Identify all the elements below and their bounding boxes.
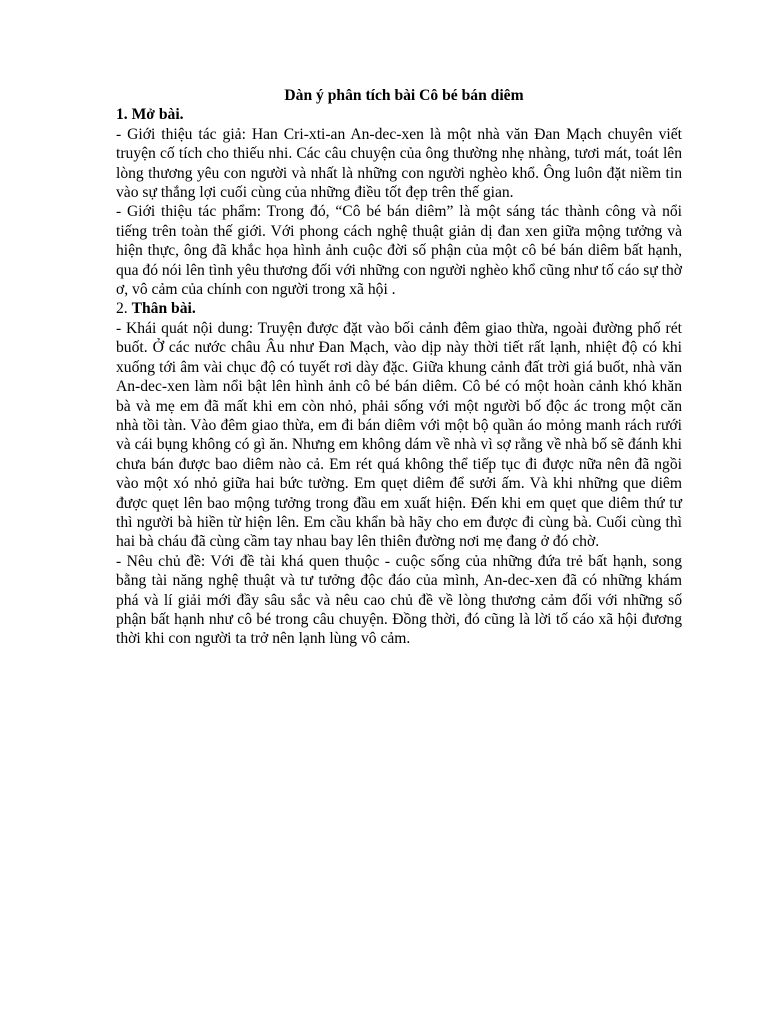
document-title: Dàn ý phân tích bài Cô bé bán diêm — [284, 87, 524, 104]
paragraph-content-summary: - Khái quát nội dung: Truyện được đặt vào bối cảnh đêm giao thừa, ngoài đường phố rét buốt. Ở các nước châu Âu như Đan Mạch, vào dịp này thời tiết rất lạnh, nhiệt độ có khi xuống tới âm vài chục độ có tuyết rơi dày đặc. Giữa khung cảnh đất trời giá buốt, nhà văn An-dec-xen làm nổi bật lên hình ảnh cô bé bán diêm. Cô bé có một hoàn cảnh khó khăn bà và mẹ em đã mất khi em còn nhỏ, phải sống với một người bố độc ác trong một căn nhà tồi tàn. Vào đêm giao thừa, em đi bán diêm với một bộ quần áo mỏng manh rách rưới và cái bụng không có gì ăn. Nhưng em không dám về nhà vì sợ rằng về nhà bố sẽ đánh khi chưa bán được bao diêm nào cả. Em rét quá không thể tiếp tục đi được nữa nên đã ngồi vào một xó nhỏ giữa hai bức tường. Em quẹt diêm để sưởi ấm. Và khi những que diêm được quẹt lên bao mộng tưởng trong đầu em xuất hiện. Đến khi em quẹt que diêm thứ tư thì người bà hiền từ hiện lên. Em cầu khẩn bà hãy cho em được đi cùng bà. Cuối cùng thì hai bà cháu đã cùng cầm tay nhau bay lên thiên đường nơi mẹ đang ở đó chờ. — [116, 319, 682, 551]
document-body — [116, 86, 682, 649]
section-heading-intro — [116, 105, 682, 124]
paragraph-theme: - Nêu chủ đề: Với đề tài khá quen thuộc - cuộc sống của những đứa trẻ bất hạnh, song bằng tài năng nghệ thuật và tư tưởng độc đáo của mình, An-dec-xen đã có những khám phá và lí giải mới đầy sâu sắc và nêu cao chủ đề về lòng thương cảm đối với những số phận bất hạnh như cô bé trong câu chuyện. Đồng thời, đó cũng là lời tố cáo xã hội đương thời khi con người ta trở nên lạnh lùng vô cảm. — [116, 552, 682, 648]
section-heading-body — [116, 299, 682, 318]
paragraph-author-intro: - Giới thiệu tác giả: Han Cri-xti-an An-dec-xen là một nhà văn Đan Mạch chuyên viết truyện cố tích cho thiếu nhi. Các câu chuyện của ông thường nhẹ nhàng, tươi mát, toát lên lòng thương yêu con người và nhất là những con người nghèo khổ. Ông luôn đặt niềm tin vào sự thắng lợi cuối cùng của những điều tốt đẹp trên thế gian. — [116, 125, 682, 202]
section-heading-body-label: Thân bài. — [131, 300, 196, 318]
section-heading-body-number: 2. — [116, 300, 132, 318]
paragraph-work-intro: - Giới thiệu tác phẩm: Trong đó, “Cô bé bán diêm” là một sáng tác thành công và nổi tiếng trên toàn thế giới. Với phong cách nghệ thuật giản dị đan xen giữa mộng tưởng và hiện thực, ông đã khắc họa hình ảnh cuộc đời số phận của một cô bé bán diêm bất hạnh, qua đó nói lên tình yêu thương đối với những con người nghèo khổ cũng như tố cáo sự thờ ơ, vô cảm của chính con người trong xã hội . — [116, 203, 682, 299]
section-heading-intro-text: 1. Mở bài. — [116, 106, 184, 124]
